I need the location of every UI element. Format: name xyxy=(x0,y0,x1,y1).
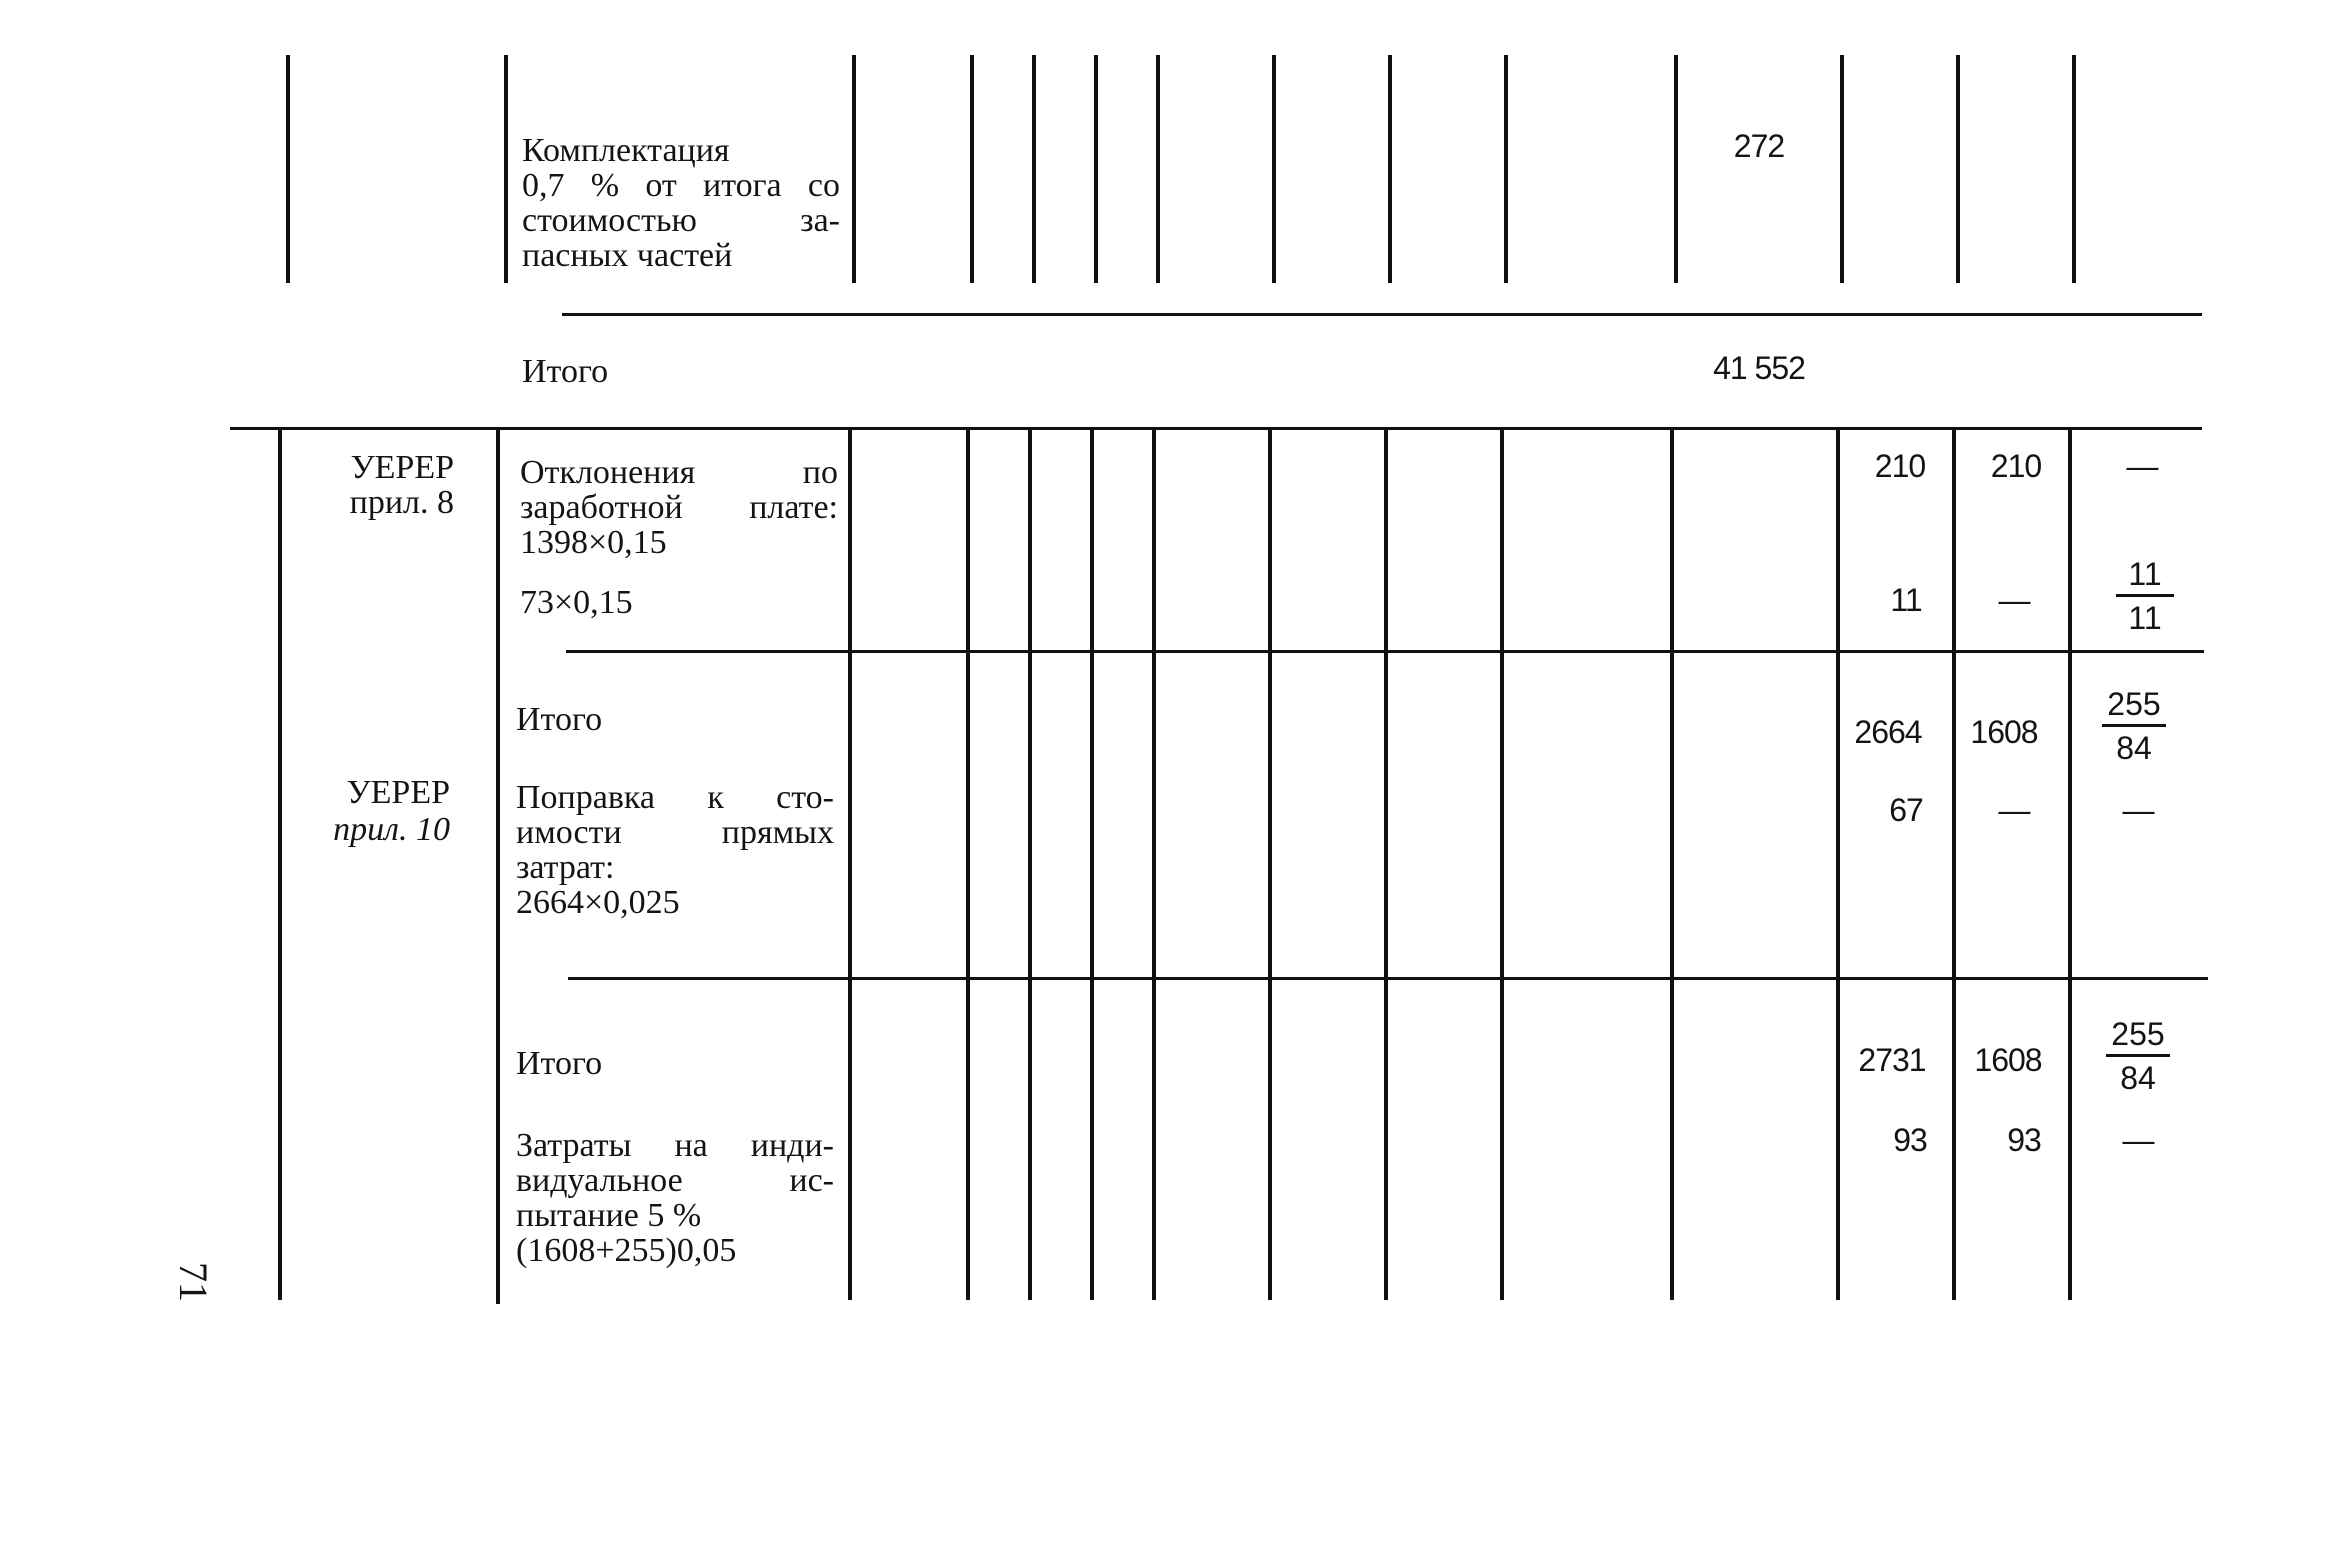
rule-col-c-mid xyxy=(1028,430,1032,1300)
otkloneniya-sub-c2: — xyxy=(1998,582,2030,618)
rule-desc-left-mid xyxy=(496,430,500,1304)
rule-col-d-mid xyxy=(1090,430,1094,1300)
zatraty-line-1: Затраты на инди- xyxy=(516,1127,834,1164)
zatraty-c1: 93 xyxy=(1893,1122,1927,1158)
itogo-1-label: Итого xyxy=(522,353,609,390)
fraction-bar xyxy=(2116,594,2174,597)
otkloneniya-sub-c3-numerator: 11 xyxy=(2128,556,2162,592)
rule-under-otkloneniya xyxy=(566,650,2204,653)
rule-col-d-top xyxy=(1094,55,1098,283)
otkloneniya-line-2: заработной плате: xyxy=(520,489,838,526)
rule-col-e-mid xyxy=(1152,430,1156,1300)
rule-desc-left-top xyxy=(504,55,508,283)
rule-col-l-mid xyxy=(2068,430,2072,1300)
otkloneniya-line-1: Отклонения по xyxy=(520,454,838,491)
rule-col-h-mid xyxy=(1500,430,1504,1300)
popravka-ref-line-2: прил. 10 xyxy=(333,811,450,848)
rule-col-k-top xyxy=(1956,55,1960,283)
fraction-bar xyxy=(2106,1054,2170,1057)
itogo-2-c3-denominator: 84 xyxy=(2116,730,2152,766)
itogo-2-label: Итого xyxy=(516,701,603,738)
itogo-3-c1: 2731 xyxy=(1858,1042,1926,1078)
itogo-3-c3-numerator: 255 xyxy=(2111,1016,2165,1052)
itogo-2-c1: 2664 xyxy=(1854,714,1922,750)
popravka-line-3: затрат: xyxy=(516,849,615,886)
rule-left-outer-top xyxy=(286,55,290,283)
page-number: 71 xyxy=(171,1262,216,1302)
rule-col-a-top xyxy=(852,55,856,283)
itogo-3-c3-fraction xyxy=(2100,1016,2176,1106)
popravka-c3: — xyxy=(2122,792,2154,828)
rule-col-f-mid xyxy=(1268,430,1272,1300)
itogo-3-label: Итого xyxy=(516,1045,603,1082)
zatraty-c2: 93 xyxy=(2007,1122,2041,1158)
rule-col-g-mid xyxy=(1384,430,1388,1300)
otkloneniya-line-3: 1398×0,15 xyxy=(520,524,667,561)
rule-col-g-top xyxy=(1388,55,1392,283)
popravka-c2: — xyxy=(1998,792,2030,828)
rule-col-c-top xyxy=(1032,55,1036,283)
rule-col-b-mid xyxy=(966,430,970,1300)
fraction-bar xyxy=(2102,724,2166,727)
otkloneniya-c1: 210 xyxy=(1874,448,1926,484)
rule-col-l-top xyxy=(2072,55,2076,283)
rule-section-break xyxy=(230,427,2202,430)
popravka-line-4: 2664×0,025 xyxy=(516,884,680,921)
zatraty-line-4: (1608+255)0,05 xyxy=(516,1232,737,1269)
itogo-1-total: 41 552 xyxy=(1713,350,1805,386)
popravka-line-2: имости прямых xyxy=(516,814,834,851)
zatraty-c3: — xyxy=(2122,1122,2154,1158)
komplektatsiya-line-4: пасных частей xyxy=(522,237,733,274)
rule-col-h-top xyxy=(1504,55,1508,283)
zatraty-line-3: пытание 5 % xyxy=(516,1197,702,1234)
itogo-3-c3-denominator: 84 xyxy=(2120,1060,2156,1096)
otkloneniya-sub-c1: 11 xyxy=(1890,582,1922,618)
komplektatsiya-line-3: стоимостью за- xyxy=(522,202,840,239)
itogo-3-c2: 1608 xyxy=(1974,1042,2042,1078)
popravka-c1: 67 xyxy=(1889,792,1923,828)
itogo-2-c3-fraction xyxy=(2096,686,2172,776)
rule-under-komplektatsiya xyxy=(562,313,2202,316)
rule-left-outer-mid xyxy=(278,430,282,1300)
popravka-ref-line-1: УЕРЕР xyxy=(346,774,450,811)
rule-col-a-mid xyxy=(848,430,852,1300)
rule-col-f-top xyxy=(1272,55,1276,283)
itogo-2-c2: 1608 xyxy=(1970,714,2038,750)
komplektatsiya-line-2: 0,7 % от итога со xyxy=(522,167,840,204)
rule-col-b-top xyxy=(970,55,974,283)
rule-col-j-top xyxy=(1840,55,1844,283)
otkloneniya-c3: — xyxy=(2126,448,2158,484)
otkloneniya-ref-line-2: прил. 8 xyxy=(349,484,454,521)
rule-col-j-mid xyxy=(1836,430,1840,1300)
rule-under-popravka xyxy=(568,977,2208,980)
komplektatsiya-line-1: Комплектация xyxy=(522,132,730,169)
rule-col-i-top xyxy=(1674,55,1678,283)
zatraty-line-2: видуальное ис- xyxy=(516,1162,834,1199)
rule-col-e-top xyxy=(1156,55,1160,283)
otkloneniya-c2: 210 xyxy=(1990,448,2042,484)
otkloneniya-sub-c3-fraction xyxy=(2110,556,2180,640)
otkloneniya-sub-c3-denominator: 11 xyxy=(2128,600,2162,636)
popravka-line-1: Поправка к сто- xyxy=(516,779,834,816)
rule-col-i-mid xyxy=(1670,430,1674,1300)
komplektatsiya-total: 272 xyxy=(1733,128,1785,164)
otkloneniya-sub-label: 73×0,15 xyxy=(520,584,633,621)
rule-col-k-mid xyxy=(1952,430,1956,1300)
itogo-2-c3-numerator: 255 xyxy=(2107,686,2161,722)
otkloneniya-ref-line-1: УЕРЕР xyxy=(350,449,454,486)
